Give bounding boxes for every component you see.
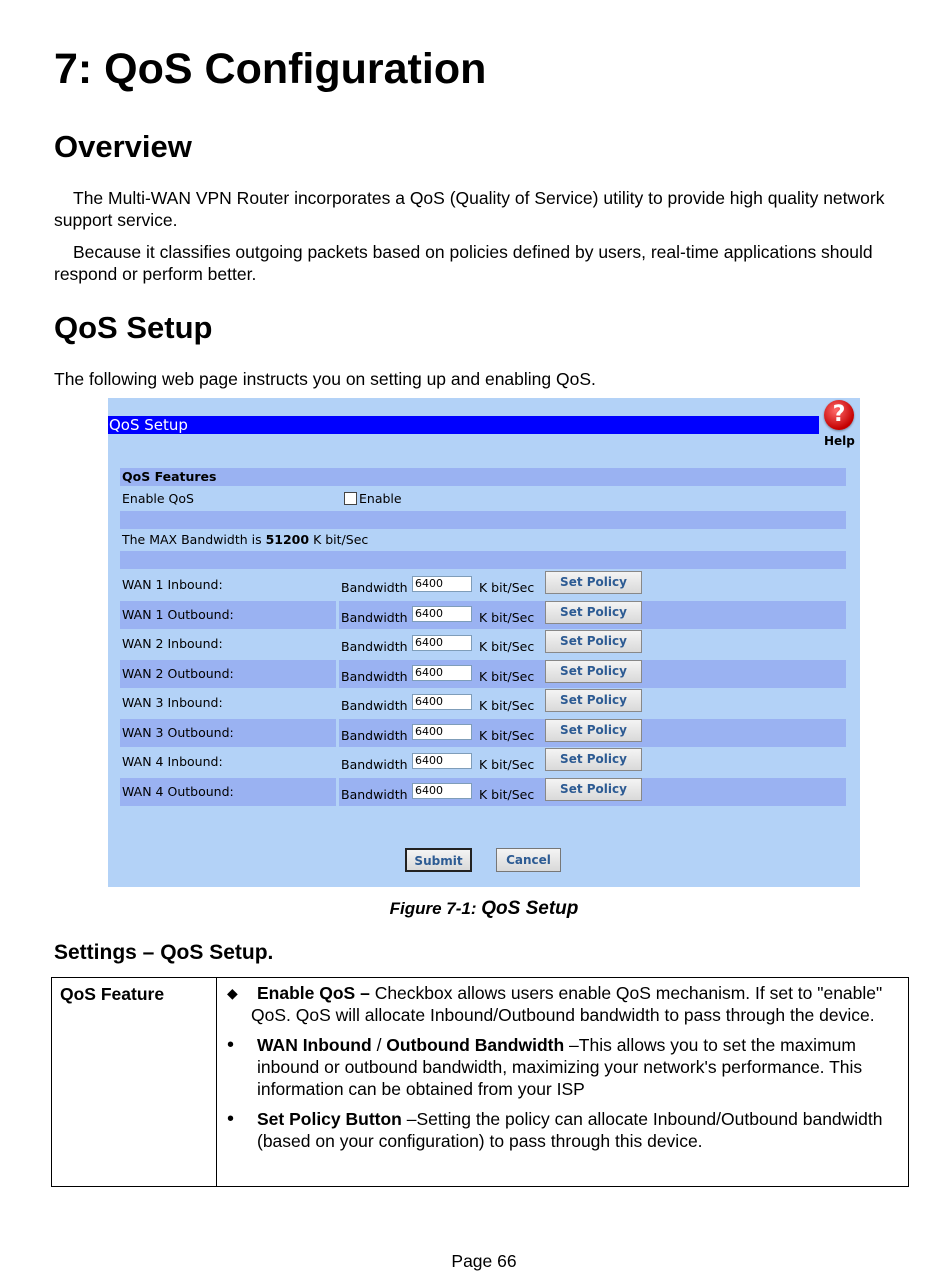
bandwidth-input[interactable]: 6400 — [412, 783, 472, 799]
qos-features-header: QoS Features — [120, 468, 846, 486]
max-bandwidth-prefix: The MAX Bandwidth is — [122, 532, 262, 547]
wan-row — [120, 778, 846, 806]
wan-label: WAN 2 Inbound: — [122, 636, 223, 651]
bandwidth-unit: K bit/Sec — [479, 698, 535, 713]
qos-setup-screenshot — [108, 398, 860, 887]
submit-button[interactable]: Submit — [405, 848, 472, 872]
wan-bandwidth-cell — [339, 630, 846, 658]
bandwidth-input[interactable]: 6400 — [412, 694, 472, 710]
wan-label-cell — [120, 601, 336, 629]
bandwidth-unit: K bit/Sec — [479, 609, 535, 625]
set-policy-button[interactable]: Set Policy — [545, 601, 642, 624]
overview-paragraph-1 — [54, 187, 904, 231]
set-policy-button[interactable]: Set Policy — [545, 748, 642, 771]
help-label[interactable]: Help — [824, 434, 855, 448]
wan-bandwidth-cell — [339, 571, 846, 599]
qos-feature-cell: QoS Feature — [52, 978, 217, 1187]
set-policy-button[interactable]: Set Policy — [545, 630, 642, 653]
set-policy-button[interactable]: Set Policy — [545, 719, 642, 742]
overview-paragraph-2 — [54, 241, 904, 285]
enable-qos-checkbox[interactable] — [344, 492, 357, 505]
list-item — [225, 982, 900, 1026]
bandwidth-unit: K bit/Sec — [479, 580, 535, 595]
max-bandwidth-text — [122, 532, 368, 547]
wan-label: WAN 4 Outbound: — [122, 783, 234, 799]
wan-row — [120, 571, 846, 599]
overview-paragraph-2-text: Because it classifies outgoing packets based on policies defined by users, real-time applications should respond or perform better. — [54, 242, 873, 284]
wan-bandwidth-cell — [339, 689, 846, 717]
wan-label: WAN 3 Inbound: — [122, 695, 223, 710]
settings-title: Settings – QoS Setup. — [54, 941, 274, 964]
page-number: Page 66 — [451, 1251, 517, 1271]
list-item — [225, 1108, 900, 1152]
wan-label-cell — [120, 660, 336, 688]
wan-label: WAN 1 Inbound: — [122, 577, 223, 592]
item-term: Set Policy Button — [257, 1109, 402, 1129]
max-bandwidth-unit: K bit/Sec — [313, 532, 369, 547]
chapter-title: 7: QoS Configuration — [54, 45, 487, 93]
bandwidth-input[interactable]: 6400 — [412, 606, 472, 622]
wan-row — [120, 748, 846, 776]
item-term: Outbound Bandwidth — [386, 1035, 565, 1055]
wan-row — [120, 630, 846, 658]
enable-checkbox-label[interactable]: Enable — [359, 491, 402, 506]
list-item — [225, 1034, 900, 1100]
wan-bandwidth-cell — [339, 660, 846, 688]
wan-label-cell — [120, 630, 336, 658]
set-policy-button[interactable]: Set Policy — [545, 778, 642, 801]
figure-prefix: Figure 7-1: — [389, 899, 477, 918]
section-divider — [120, 511, 846, 529]
qos-setup-intro: The following web page instructs you on setting up and enabling QoS. — [54, 369, 596, 389]
wan-label: WAN 3 Outbound: — [122, 724, 234, 740]
item-text: –This allows you to set the maximum inbound or outbound bandwidth, maximizing your network's performance. This information can be obtained from your ISP — [257, 1035, 863, 1099]
bandwidth-input[interactable]: 6400 — [412, 753, 472, 769]
set-policy-button[interactable]: Set Policy — [545, 689, 642, 712]
figure-title: QoS Setup — [481, 898, 579, 919]
wan-row — [120, 689, 846, 717]
overview-paragraph-1-text: The Multi-WAN VPN Router incorporates a QoS (Quality of Service) utility to provide high quality network support service. — [54, 188, 885, 230]
qos-setup-heading: QoS Setup — [54, 310, 213, 345]
bandwidth-label: Bandwidth — [341, 727, 408, 743]
figure-caption — [0, 898, 950, 920]
wan-bandwidth-cell — [339, 778, 846, 806]
wan-row — [120, 660, 846, 688]
dot-bullet-icon: • — [227, 1034, 235, 1056]
wan-label-cell — [120, 689, 336, 717]
bandwidth-input[interactable]: 6400 — [412, 635, 472, 651]
wan-label: WAN 1 Outbound: — [122, 606, 234, 622]
bandwidth-unit: K bit/Sec — [479, 639, 535, 654]
wan-bandwidth-cell — [339, 601, 846, 629]
bandwidth-unit: K bit/Sec — [479, 727, 535, 743]
bandwidth-input[interactable]: 6400 — [412, 724, 472, 740]
enable-qos-label: Enable QoS — [122, 491, 194, 506]
wan-label: WAN 4 Inbound: — [122, 754, 223, 769]
wan-label-cell — [120, 571, 336, 599]
diamond-bullet-icon: ◆ — [227, 985, 238, 1001]
set-policy-button[interactable]: Set Policy — [545, 571, 642, 594]
qos-feature-description — [217, 978, 909, 1187]
wan-label-cell — [120, 778, 336, 806]
overview-heading: Overview — [54, 129, 192, 164]
item-term: Enable QoS – — [257, 983, 370, 1003]
wan-row — [120, 719, 846, 747]
wan-label: WAN 2 Outbound: — [122, 665, 234, 681]
bandwidth-label: Bandwidth — [341, 609, 408, 625]
bandwidth-unit: K bit/Sec — [479, 786, 535, 802]
qos-setup-titlebar: QoS Setup — [108, 416, 819, 434]
bandwidth-unit: K bit/Sec — [479, 668, 535, 684]
bandwidth-label: Bandwidth — [341, 580, 408, 595]
bandwidth-label: Bandwidth — [341, 639, 408, 654]
bandwidth-input[interactable]: 6400 — [412, 665, 472, 681]
item-separator: / — [371, 1035, 387, 1055]
wan-bandwidth-cell — [339, 719, 846, 747]
bandwidth-label: Bandwidth — [341, 668, 408, 684]
wan-label-cell — [120, 719, 336, 747]
bandwidth-unit: K bit/Sec — [479, 757, 535, 772]
set-policy-button[interactable]: Set Policy — [545, 660, 642, 683]
max-bandwidth-value: 51200 — [265, 532, 310, 547]
bandwidth-label: Bandwidth — [341, 698, 408, 713]
bandwidth-label: Bandwidth — [341, 757, 408, 772]
item-text: Checkbox allows users enable QoS mechanism. If set to "enable" QoS. QoS will allocate Inbound/Outbound bandwidth to pass through the device. — [251, 983, 883, 1025]
bandwidth-input[interactable]: 6400 — [412, 576, 472, 592]
cancel-button[interactable]: Cancel — [496, 848, 561, 872]
settings-table — [51, 977, 909, 1187]
dot-bullet-icon: • — [227, 1108, 235, 1130]
help-icon[interactable]: ? — [824, 400, 854, 430]
item-term: WAN Inbound — [257, 1035, 372, 1055]
wan-bandwidth-cell — [339, 748, 846, 776]
bandwidth-label: Bandwidth — [341, 786, 408, 802]
wan-row — [120, 601, 846, 629]
wan-label-cell — [120, 748, 336, 776]
section-divider — [120, 551, 846, 569]
item-text: –Setting the policy can allocate Inbound/Outbound bandwidth (based on your configuration) to pass through this device. — [257, 1109, 883, 1151]
